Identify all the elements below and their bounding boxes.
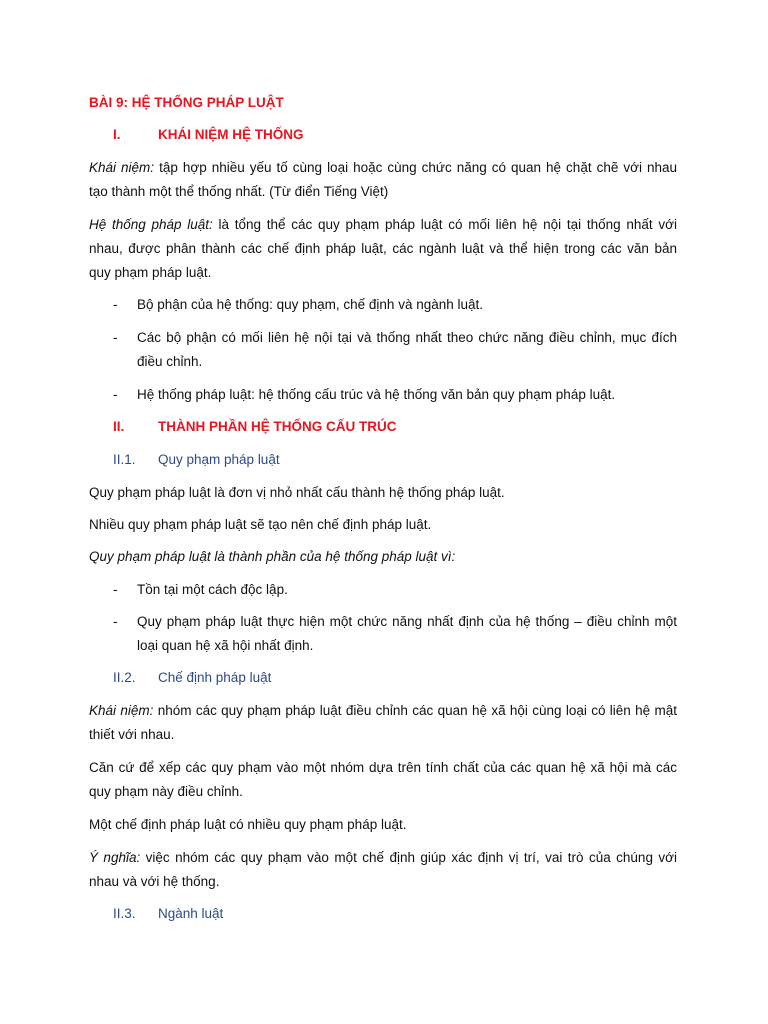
- paragraph-definition-line2: tạo thành một thể thống nhất. (Từ điển Tiếng Việt): [89, 184, 389, 199]
- bullet-dash: -: [113, 330, 118, 345]
- paragraph-grouping-basis-line2: quy phạm này điều chỉnh.: [89, 784, 243, 799]
- subsection-2-2-number: II.2.: [113, 670, 136, 685]
- bullet-dash: -: [113, 582, 118, 597]
- paragraph-institution-definition-line1: [89, 703, 677, 718]
- section-1-heading: KHÁI NIỆM HỆ THỐNG: [158, 127, 304, 142]
- term-khai-niem: Khái niệm:: [89, 703, 154, 718]
- paragraph-meaning-line2: nhau và với hệ thống.: [89, 874, 220, 889]
- italic-text: Quy phạm pháp luật là thành phần của hệ thống pháp luật vì:: [89, 549, 456, 564]
- paragraph-text: việc nhóm các quy phạm vào một chế định giúp xác định vị trí, vai trò của chúng với: [145, 850, 677, 865]
- subsection-2-1-heading: Quy phạm pháp luật: [158, 452, 280, 467]
- bullet-item-1: Bộ phận của hệ thống: quy phạm, chế định và ngành luật.: [137, 297, 484, 312]
- page-title: BÀI 9: HỆ THỐNG PHÁP LUẬT: [89, 95, 284, 110]
- term-he-thong-phap-luat: Hệ thống pháp luật:: [89, 217, 213, 232]
- subsection-2-3-number: II.3.: [113, 906, 136, 921]
- bullet-item-3: Hệ thống pháp luật: hệ thống cấu trúc và hệ thống văn bản quy phạm pháp luật.: [137, 387, 616, 402]
- paragraph-text: nhóm các quy phạm pháp luật điều chỉnh các quan hệ xã hội cùng loại có liên hệ mật: [157, 703, 677, 718]
- bullet-item-2-line2: điều chỉnh.: [137, 354, 203, 369]
- term-y-nghia: Ý nghĩa:: [89, 850, 141, 865]
- bullet-item-5-line2: loại quan hệ xã hội nhất định.: [137, 638, 314, 653]
- paragraph-grouping-basis-line1: Căn cứ để xếp các quy phạm vào một nhóm dựa trên tính chất của các quan hệ xã hội mà các: [89, 760, 677, 775]
- bullet-dash: -: [113, 387, 118, 402]
- bullet-item-2-line1: Các bộ phận có mối liên hệ nội tại và thống nhất theo chức năng điều chỉnh, mục đích: [137, 330, 677, 345]
- term-khai-niem: Khái niệm:: [89, 160, 155, 175]
- section-2-heading: THÀNH PHẦN HỆ THỐNG CẤU TRÚC: [158, 419, 397, 434]
- paragraph-text: tập hợp nhiều yếu tố cùng loại hoặc cùng chức năng có quan hệ chặt chẽ với nhau: [159, 160, 677, 175]
- paragraph-institution-norms: Một chế định pháp luật có nhiều quy phạm pháp luật.: [89, 817, 407, 832]
- section-2-number: II.: [113, 419, 125, 434]
- subsection-2-1-number: II.1.: [113, 452, 136, 467]
- bullet-dash: -: [113, 297, 118, 312]
- subsection-2-2-heading: Chế định pháp luật: [158, 670, 272, 685]
- paragraph-norm-reason: [89, 549, 455, 564]
- bullet-item-4: Tồn tại một cách độc lập.: [137, 582, 288, 597]
- bullet-dash: -: [113, 614, 118, 629]
- section-1-number: I.: [113, 127, 121, 142]
- paragraph-legal-system-line2: nhau, được phân thành các chế định pháp luật, các ngành luật và thể hiện trong các văn bản: [89, 241, 677, 256]
- bullet-item-5-line1: Quy phạm pháp luật thực hiện một chức năng nhất định của hệ thống – điều chỉnh một: [137, 614, 677, 629]
- paragraph-text: là tổng thể các quy phạm pháp luật có mối liên hệ nội tại thống nhất với: [218, 217, 677, 232]
- paragraph-meaning-line1: [89, 850, 677, 865]
- paragraph-norm-institution: Nhiều quy phạm pháp luật sẽ tạo nên chế định pháp luật.: [89, 517, 432, 532]
- paragraph-norm-unit: Quy phạm pháp luật là đơn vị nhỏ nhất cấu thành hệ thống pháp luật.: [89, 485, 505, 500]
- subsection-2-3-heading: Ngành luật: [158, 906, 224, 921]
- paragraph-institution-definition-line2: thiết với nhau.: [89, 727, 175, 742]
- paragraph-definition-line1: [89, 160, 677, 175]
- paragraph-legal-system-line3: quy phạm pháp luật.: [89, 265, 212, 280]
- paragraph-legal-system-line1: [89, 217, 677, 232]
